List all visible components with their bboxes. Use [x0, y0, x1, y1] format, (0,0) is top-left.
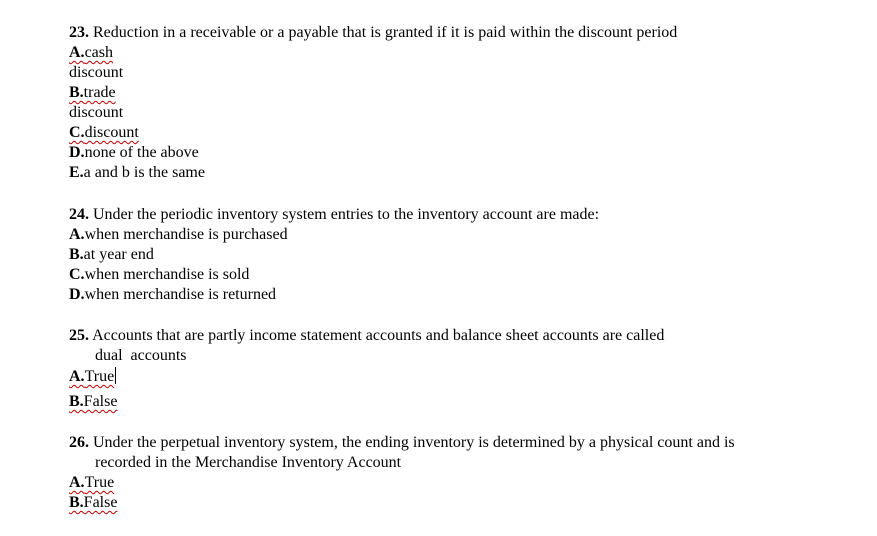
question-stem — [69, 23, 849, 43]
option-b-cont — [69, 103, 849, 123]
option-letter: D. — [69, 286, 85, 303]
option-letter: C. — [69, 266, 85, 283]
question-stem — [69, 433, 849, 453]
question-text: Reduction in a receivable or a payable that is granted if it is paid within the discount period — [93, 24, 678, 41]
option-text: discount — [69, 64, 124, 81]
option-letter: B. — [69, 393, 84, 410]
option-letter: A. — [69, 474, 85, 491]
option-letter: A. — [69, 226, 85, 243]
question-stem-cont — [69, 346, 849, 366]
question-24 — [69, 205, 849, 305]
option-text: discount — [69, 104, 124, 121]
question-number: 24. — [69, 206, 89, 223]
question-number: 26. — [69, 434, 89, 451]
option-c[interactable] — [69, 265, 849, 285]
question-text: Under the perpetual inventory system, the ending inventory is determined by a physical count and is — [93, 434, 735, 451]
option-text: True — [84, 368, 115, 385]
option-letter: E. — [69, 164, 84, 181]
option-text: True — [84, 474, 115, 491]
option-a[interactable] — [69, 225, 849, 245]
question-25 — [69, 326, 849, 412]
question-stem — [69, 205, 849, 225]
option-text: trade — [83, 84, 116, 101]
option-letter: B. — [69, 84, 84, 101]
option-letter: B. — [69, 246, 84, 263]
option-text: a and b is the same — [83, 164, 205, 181]
question-stem — [69, 326, 849, 346]
option-a-cont — [69, 63, 849, 83]
option-d[interactable] — [69, 143, 849, 163]
option-letter: B. — [69, 494, 84, 511]
option-text: when merchandise is sold — [84, 266, 250, 283]
option-text: cash — [84, 44, 113, 61]
option-a[interactable] — [69, 43, 849, 63]
question-stem-cont — [69, 453, 849, 473]
question-text: dual accounts — [95, 347, 187, 364]
option-a[interactable] — [69, 473, 849, 493]
option-letter: C. — [69, 124, 85, 141]
option-text: at year end — [83, 246, 154, 263]
option-a[interactable] — [69, 366, 849, 392]
option-b[interactable] — [69, 83, 849, 103]
option-text: False — [83, 494, 118, 511]
option-text: False — [83, 393, 118, 410]
text-cursor — [115, 367, 116, 384]
question-23 — [69, 23, 849, 183]
option-b[interactable] — [69, 245, 849, 265]
option-letter: A. — [69, 368, 85, 385]
option-c[interactable] — [69, 123, 849, 143]
question-26 — [69, 433, 849, 513]
question-number: 23. — [69, 24, 89, 41]
option-letter: D. — [69, 144, 85, 161]
option-b[interactable] — [69, 392, 849, 412]
question-text: Accounts that are partly income statement accounts and balance sheet accounts are called — [92, 327, 665, 344]
option-text: discount — [84, 124, 139, 141]
option-b[interactable] — [69, 493, 849, 513]
option-text: when merchandise is purchased — [84, 226, 288, 243]
option-letter: A. — [69, 44, 85, 61]
option-text: none of the above — [84, 144, 199, 161]
option-d[interactable] — [69, 285, 849, 305]
option-e[interactable] — [69, 163, 849, 183]
question-number: 25. — [69, 327, 89, 344]
question-text: recorded in the Merchandise Inventory Account — [95, 454, 402, 471]
option-text: when merchandise is returned — [84, 286, 277, 303]
question-text: Under the periodic inventory system entries to the inventory account are made: — [93, 206, 600, 223]
